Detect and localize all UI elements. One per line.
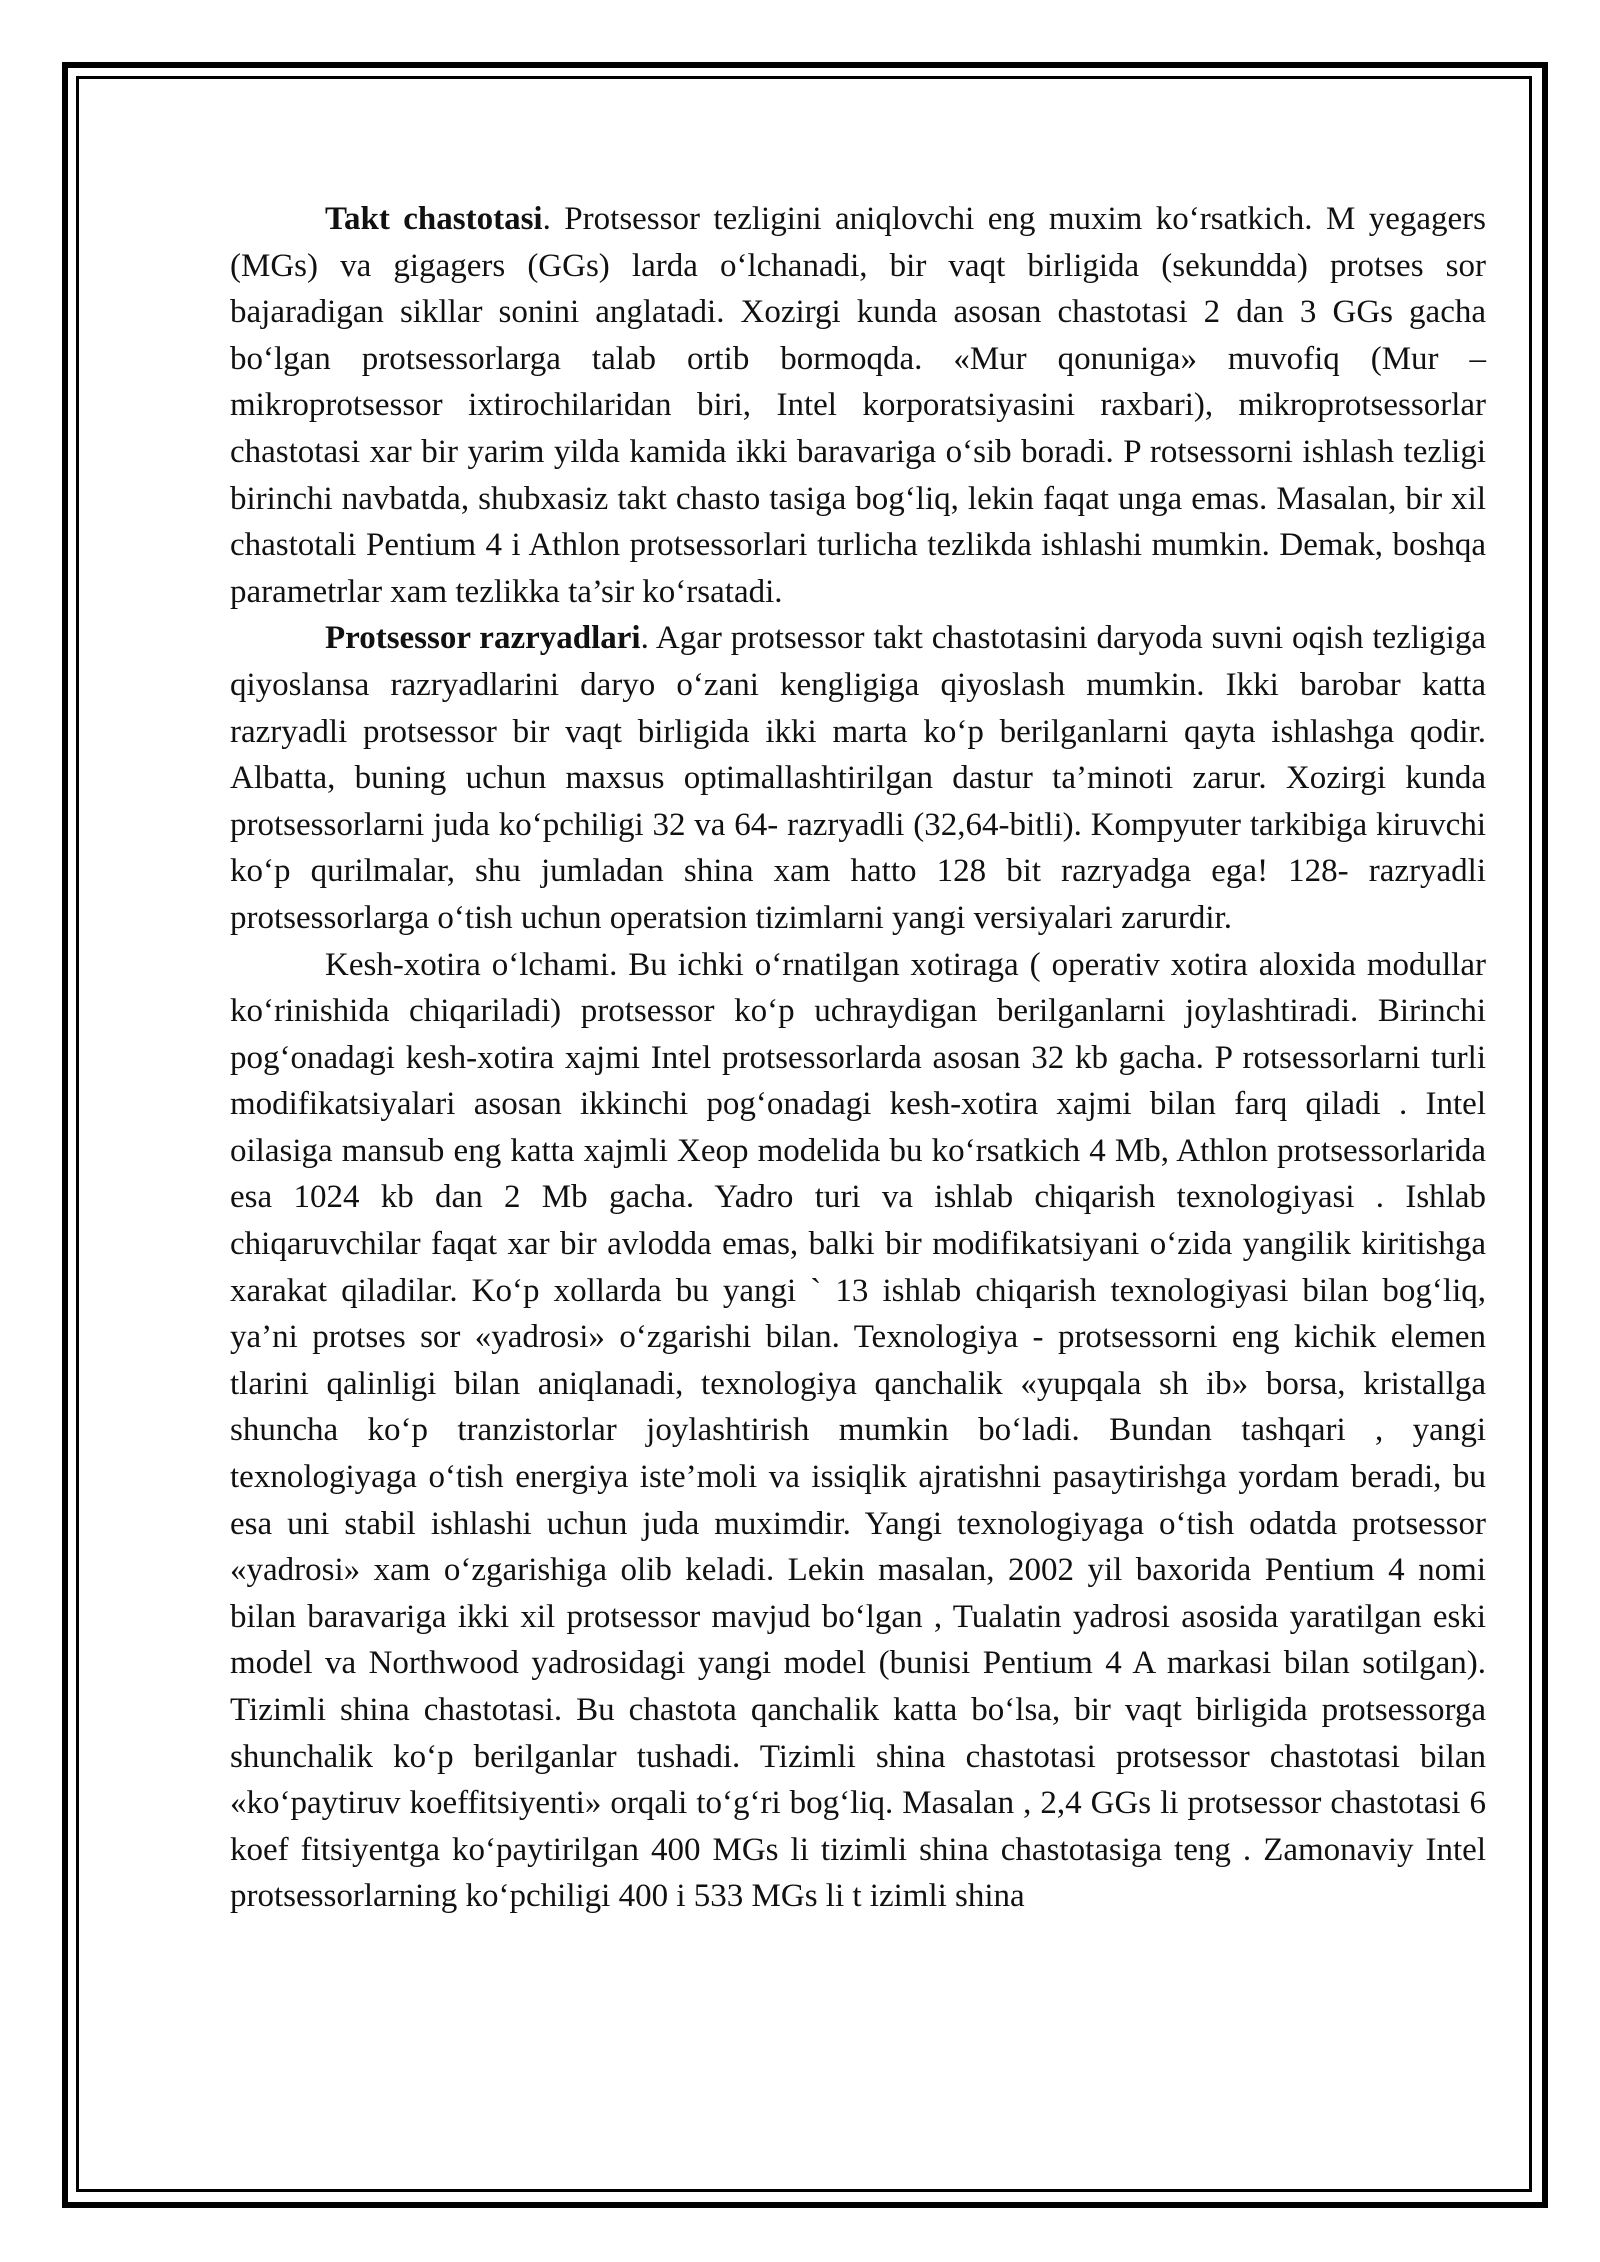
paragraph-text: . Agar protsessor takt chastotasini daryoda suvni oqish tezligiga qiyoslansa razryadlarini daryo oʻzani kengligiga qiyoslash mumkin. Ikki barobar katta razryadli protsessor bir vaqt birligida ikki marta koʻp berilganlarni qayta ishlashga qodir. Albatta, buning uchun maxsus optimallashtirilgan dastur ta’minoti zarur. Xozirgi kunda protsessorlarni juda koʻpchiligi 32 va 64- razryadli (32,64-bitli). Kompyuter tarkibiga kiruvchi koʻp qurilmalar, shu jumladan shina xam hatto 128 bit razryadga ega! 128- razryadli protsessorlarga oʻtish uchun operatsion tizimlarni yangi versiyalari zarurdir. <box>230 620 1486 936</box>
paragraph-text: Kesh-xotira oʻlchami. Bu ichki oʻrnatilgan xotiraga ( operativ xotira aloxida modullar koʻrinishida chiqariladi) protsessor koʻp uchraydigan berilganlarni joylashtiradi. Birinchi pogʻonadagi kesh-xotira xajmi Intel protsessorlarda asosan 32 kb gacha. P rotsessorlarni turli modifikatsiyalari asosan ikkinchi pogʻonadagi kesh-xotira xajmi bilan farq qiladi . Intel oilasiga mansub eng katta xajmli Xeop modelida bu koʻrsatkich 4 Mb, Athlon protsessorlarida esa 1024 kb dan 2 Mb gacha. Yadro turi va ishlab chiqarish texnologiyasi . Ishlab chiqaruvchilar faqat xar bir avlodda emas, balki bir modifikatsiyani oʻzida yangilik kiritishga xarakat qiladilar. Koʻp xollarda bu yangi ` 13 ishlab chiqarish texnologiyasi bilan bogʻliq, ya’ni protses sor «yadrosi» oʻzgarishi bilan. Texnologiya - protsessorni eng kichik elemen tlarini qalinligi bilan aniqlanadi, texnologiya qanchalik «yupqala sh ib» borsa, kristallga shuncha koʻp tranzistorlar joylashtirish mumkin boʻladi. Bundan tashqari , yangi texnologiyaga oʻtish energiya iste’moli va issiqlik ajratishni pasaytirishga yordam beradi, bu esa uni stabil ishlashi uchun juda muximdir. Yangi texnologiyaga oʻtish odatda protsessor «yadrosi» xam oʻzgarishiga olib keladi. Lekin masalan, 2002 yil baxorida Pentium 4 nomi bilan baravariga ikki xil protsessor mavjud boʻlgan , Tualatin yadrosi asosida yaratilgan eski model va Northwood yadrosidagi yangi model (bunisi Pentium 4 A markasi bilan sotilgan). Tizimli shina chastotasi. Bu chastota qanchalik katta boʻlsa, bir vaqt birligida protsessorga shunchalik koʻp berilganlar tushadi. Tizimli shina chastotasi protsessor chastotasi bilan «koʻpaytiruv koeffitsiyenti» orqali toʻgʻri bogʻliq. Masalan , 2,4 GGs li protsessor chastotasi 6 koef fitsiyentga koʻpaytirilgan 400 MGs li tizimli shina chastotasiga teng . Zamonaviy Intel protsessorlarning koʻpchiligi 400 i 533 MGs li t izimli shina <box>230 946 1486 1915</box>
heading-protsessor-razryadlari: Protsessor razryadlari <box>325 620 641 657</box>
paragraph-takt-chastotasi <box>230 196 1486 615</box>
document-body <box>230 196 1486 1920</box>
paragraph-text: . Protsessor tezligini aniqlovchi eng muxim koʻrsatkich. M yegagers (MGs) va gigagers (GGs) larda oʻlchanadi, bir vaqt birligida (sekundda) protses sor bajaradigan sikllar sonini anglatadi. Xozirgi kunda asosan chastotasi 2 dan 3 GGs gacha boʻlgan protsessorlarga talab ortib bormoqda. «Mur qonuniga» muvofiq (Mur – mikroprotsessor ixtirochilaridan biri, Intel korporatsiyasini raxbari), mikroprotsessorlar chastotasi xar bir yarim yilda kamida ikki baravariga oʻsib boradi. P rotsessorni ishlash tezligi birinchi navbatda, shubxasiz takt chasto tasiga bogʻliq, lekin faqat unga emas. Masalan, bir xil chastotali Pentium 4 i Athlon protsessorlari turlicha tezlikda ishlashi mumkin. Demak, boshqa parametrlar xam tezlikka ta’sir koʻrsatadi. <box>230 201 1487 610</box>
paragraph-kesh-xotira <box>230 942 1486 1920</box>
heading-takt-chastotasi: Takt chastotasi <box>325 201 543 237</box>
paragraph-protsessor-razryadlari <box>230 615 1486 941</box>
